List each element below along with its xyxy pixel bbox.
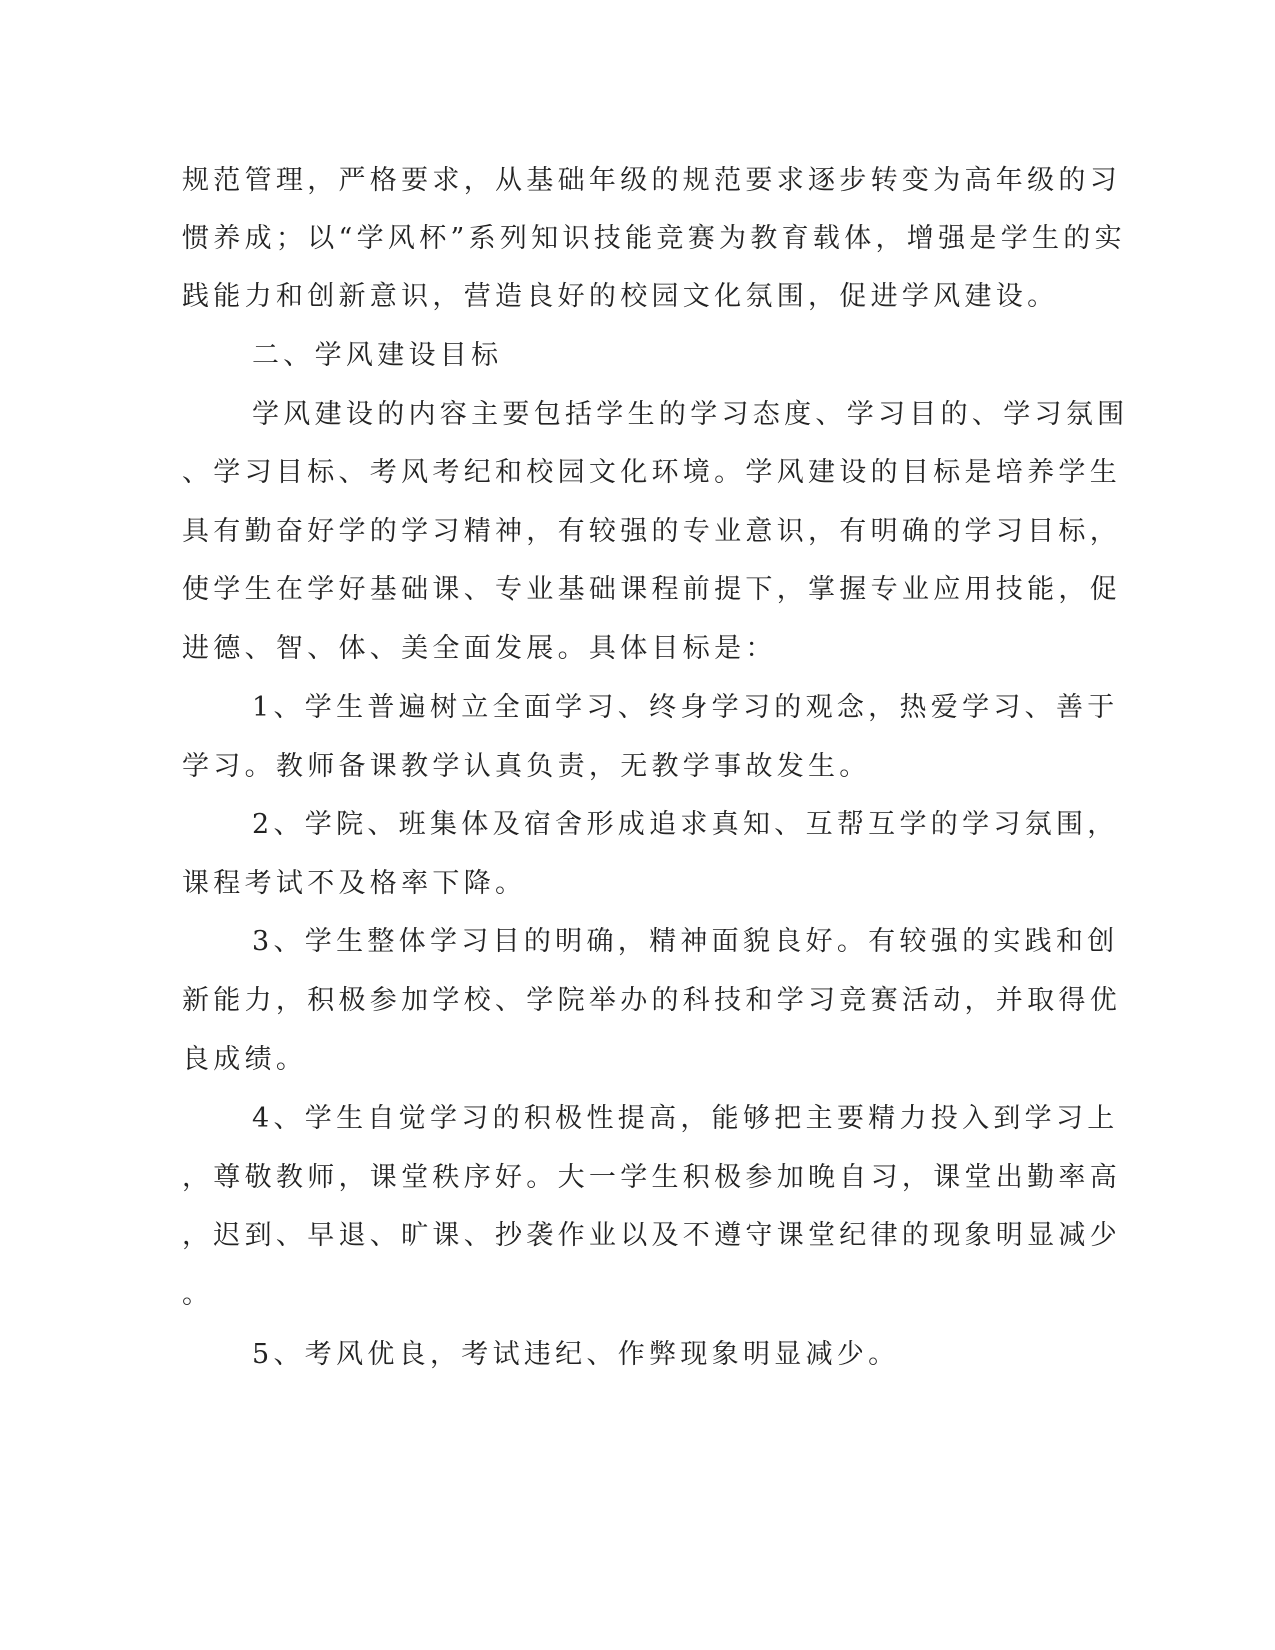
list-item-line: 4、学生自觉学习的积极性提高，能够把主要精力投入到学习上 [252,1103,1119,1134]
paragraph-line: 规范管理，严格要求，从基础年级的规范要求逐步转变为高年级的习 [182,165,1121,196]
list-item-line: 课程考试不及格率下降。 [182,868,527,899]
paragraph-line: 学风建设的内容主要包括学生的学习态度、学习目的、学习氛围 [252,399,1129,430]
paragraph-line: 惯养成；以“学风杯”系列知识技能竞赛为教育载体，增强是学生的实 [182,223,1126,254]
paragraph-line: 践能力和创新意识，营造良好的校园文化氛围，促进学风建设。 [182,281,1059,312]
list-item-line: ，尊敬教师，课堂秩序好。大一学生积极参加晚自习，课堂出勤率高 [182,1162,1121,1193]
paragraph-line: 使学生在学好基础课、专业基础课程前提下，掌握专业应用技能，促 [182,574,1121,605]
paragraph-line: 具有勤奋好学的学习精神，有较强的专业意识，有明确的学习目标， [182,516,1121,547]
list-item-line: 3、学生整体学习目的明确，精神面貌良好。有较强的实践和创 [252,926,1119,957]
list-item-line: 新能力，积极参加学校、学院举办的科技和学习竞赛活动，并取得优 [182,985,1121,1016]
list-item-line: 1、学生普遍树立全面学习、终身学习的观念，热爱学习、善于 [252,692,1119,723]
list-item-line: 学习。教师备课教学认真负责，无教学事故发生。 [182,751,871,782]
list-item-line: ，迟到、早退、旷课、抄袭作业以及不遵守课堂纪律的现象明显减少 [182,1220,1121,1251]
paragraph-line: 、学习目标、考风考纪和校园文化环境。学风建设的目标是培养学生 [182,457,1121,488]
list-item-line: 2、学院、班集体及宿舍形成追求真知、互帮互学的学习氛围， [252,809,1119,840]
list-item-line: 。 [182,1279,214,1310]
section-heading: 二、学风建设目标 [252,340,503,371]
list-item-line: 良成绩。 [182,1044,308,1075]
paragraph-line: 进德、智、体、美全面发展。具体目标是： [182,633,777,664]
list-item-line: 5、考风优良，考试违纪、作弊现象明显减少。 [252,1339,900,1370]
